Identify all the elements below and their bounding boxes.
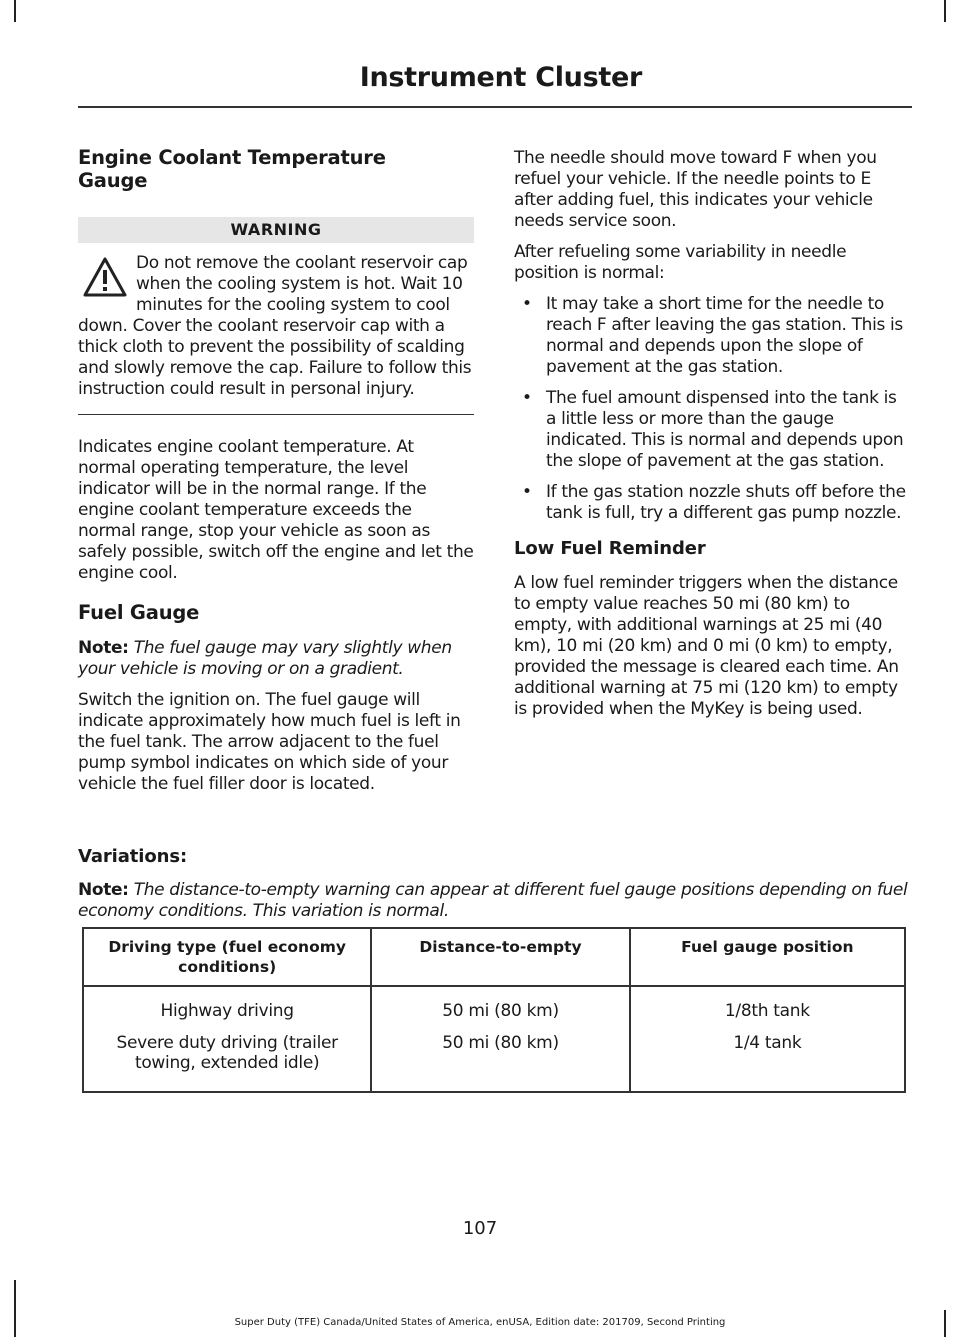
table-cell: 50 mi (80 km) [371, 986, 629, 1029]
list-item-text: It may take a short time for the needle to reach F after leaving the gas station. This is normal and depends upon the slope of pavement at the gas station. [546, 294, 903, 377]
table-cell: Highway driving [83, 986, 371, 1029]
section-header [78, 62, 912, 108]
table-header-cell: Fuel gauge position [630, 928, 905, 986]
variability-list [514, 294, 910, 524]
page-number: 107 [462, 1218, 498, 1239]
variations-heading: Variations: [78, 846, 188, 867]
list-item-text: The fuel amount dispensed into the tank is a little less or more than the gauge indicated. This is normal and depends upon the slope of pavement at the gas station. [546, 388, 904, 471]
warning-text: Do not remove the coolant reservoir cap when the cooling system is hot. Wait 10 minutes for the cooling system to cool down. Cover the coolant reservoir cap with a thick cloth to prevent the possibility of scalding and slowly remove the cap. Failure to follow this instruction could result in personal injury. [78, 253, 472, 399]
table-header-row [83, 928, 905, 986]
variations-note-text: The distance-to-empty warning can appear at different fuel gauge positions depending on fuel economy conditions. This variation is normal. [78, 880, 908, 921]
low-fuel-heading: Low Fuel Reminder [514, 538, 706, 559]
table-cell: 50 mi (80 km) [371, 1029, 629, 1092]
list-item [514, 388, 910, 472]
note-label: Note: [78, 880, 129, 900]
table-row [83, 986, 905, 1029]
edition-footer: Super Duty (TFE) Canada/United States of America, enUSA, Edition date: 201709, Second Printing [234, 1317, 726, 1328]
bullet-marker: • [522, 294, 532, 314]
crop-mark-top-left [14, 0, 16, 22]
warning-triangle-icon [82, 255, 128, 301]
variability-intro: After refueling some variability in needle position is normal: [514, 242, 847, 283]
warning-banner: WARNING [78, 217, 474, 243]
table-cell: 1/8th tank [630, 986, 905, 1029]
page-title: Instrument Cluster [359, 62, 642, 93]
coolant-gauge-heading: Engine Coolant Temperature Gauge [78, 146, 386, 192]
table-cell: 1/4 tank [630, 1029, 905, 1092]
crop-mark-top-right [944, 0, 946, 22]
fuel-variation-table [82, 927, 906, 1093]
fuel-note [78, 638, 474, 680]
note-label: Note: [78, 638, 129, 658]
left-column [78, 146, 474, 795]
fuel-note-text: The fuel gauge may vary slightly when your vehicle is moving or on a gradient. [78, 638, 452, 679]
list-item-text: If the gas station nozzle shuts off before the tank is full, try a different gas pump nozzle. [546, 482, 906, 523]
table-row [83, 1029, 905, 1092]
fuel-paragraph: Switch the ignition on. The fuel gauge will indicate approximately how much fuel is left in the fuel tank. The arrow adjacent to the fuel pump symbol indicates on which side of your vehicle the fuel filler door is located. [78, 690, 461, 794]
list-item [514, 294, 910, 378]
table-cell: Severe duty driving (trailer towing, extended idle) [83, 1029, 371, 1092]
variations-note [78, 880, 912, 922]
table-header-cell: Distance-to-empty [371, 928, 629, 986]
fuel-gauge-heading: Fuel Gauge [78, 601, 200, 624]
bullet-marker: • [522, 482, 532, 502]
variations-section [78, 846, 912, 922]
warning-box [78, 253, 474, 415]
needle-paragraph: The needle should move toward F when you refuel your vehicle. If the needle points to E after adding fuel, this indicates your vehicle needs service soon. [514, 148, 877, 231]
list-item [514, 482, 910, 524]
right-column [514, 146, 910, 720]
crop-mark-bottom-left [14, 1280, 16, 1337]
low-fuel-paragraph: A low fuel reminder triggers when the distance to empty value reaches 50 mi (80 km) to empty, with additional warnings at 25 mi (40 km), 10 mi (20 km) and 0 mi (0 km) to empty, provided the message is cleared each time. An additional warning at 75 mi (120 km) to empty is provided when the MyKey is being used. [514, 573, 899, 719]
table-header-cell: Driving type (fuel economy conditions) [83, 928, 371, 986]
bullet-marker: • [522, 388, 532, 408]
fuel-variation-table-wrapper [82, 927, 906, 1093]
coolant-paragraph: Indicates engine coolant temperature. At normal operating temperature, the level indicator will be in the normal range. If the engine coolant temperature exceeds the normal range, stop your vehicle as soon as safely possible, switch off the engine and let the engine cool. [78, 437, 474, 583]
